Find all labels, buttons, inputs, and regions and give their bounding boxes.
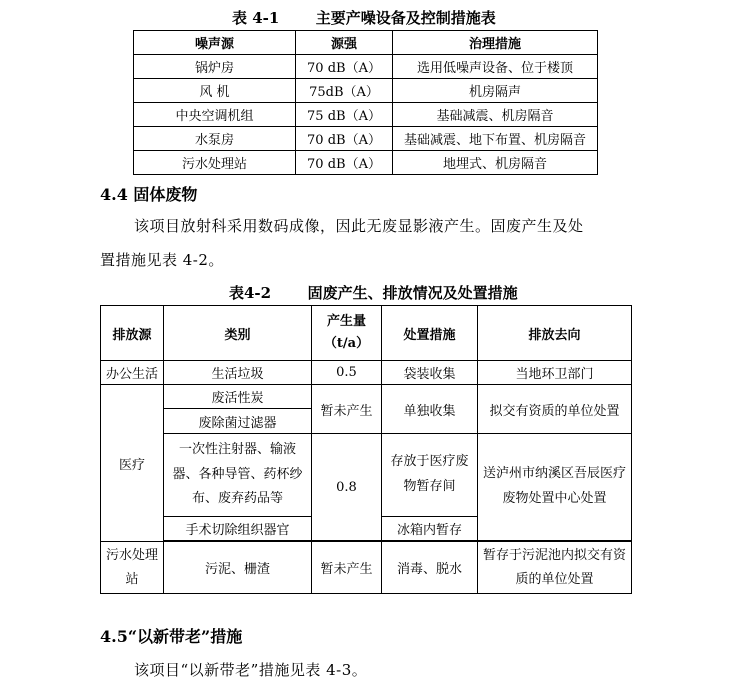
noise-source-cell: 中央空调机组 [134,103,296,127]
measure-cell: 选用低噪声设备、位于楼顶 [393,55,598,79]
header-control-measures: 治理措施 [393,31,598,55]
table-row [134,151,598,175]
header-amount-unit: （t/a） [323,336,370,351]
table2-caption-number: 表4-2 [229,284,272,302]
table-row [101,361,632,385]
table-row [134,103,598,127]
category-cell: 废除菌过滤器 [164,409,312,434]
table1-caption [232,7,496,28]
table-row [101,542,632,594]
disposal-cell: 冰箱内暂存 [382,517,478,541]
measure-cell: 基础减震、地下布置、机房隔音 [393,127,598,151]
disposal-cell: 单独收集 [382,385,478,434]
amount-cell: 暂未产生 [312,542,382,594]
header-destination: 排放去向 [478,306,632,361]
header-noise-source: 噪声源 [134,31,296,55]
solid-waste-table [100,305,632,594]
table1-caption-title: 主要产噪设备及控制措施表 [315,9,496,27]
disposal-cell: 存放于医疗废物暂存间 [382,434,478,517]
table2-caption [229,282,518,303]
table2-caption-title: 固废产生、排放情况及处置措施 [307,284,518,302]
section-4-4-paragraph-line2: 置措施见表 4-2。 [100,251,224,269]
header-source-intensity: 源强 [296,31,393,55]
amount-cell: 0.8 [312,434,382,541]
table-header-row [101,306,632,361]
destination-cell: 送泸州市纳溪区吾辰医疗废物处置中心处置 [478,434,632,541]
intensity-cell: 70 dB（A） [296,55,393,79]
section-4-5-heading: 4.5“以新带老”措施 [100,627,243,646]
noise-source-cell: 水泵房 [134,127,296,151]
table-row [101,434,632,517]
measure-cell: 机房隔声 [393,79,598,103]
disposal-cell: 消毒、脱水 [382,542,478,594]
category-cell: 手术切除组织器官 [164,517,312,541]
header-amount [312,306,382,361]
section-4-4-heading: 4.4 固体废物 [100,185,198,204]
source-cell: 医疗 [101,385,164,542]
header-emission-source: 排放源 [101,306,164,361]
intensity-cell: 70 dB（A） [296,151,393,175]
category-cell: 废活性炭 [164,385,312,409]
table1-caption-number: 表 4-1 [232,9,280,27]
header-amount-label: 产生量 [326,313,366,329]
destination-cell: 暂存于污泥池内拟交有资质的单位处置 [478,542,632,594]
section-4-5-paragraph: 该项目“以新带老”措施见表 4-3。 [134,661,368,679]
table-row [101,385,632,409]
table-header-row [134,31,598,55]
amount-cell: 暂未产生 [312,385,382,434]
table-row [134,79,598,103]
intensity-cell: 75dB（A） [296,79,393,103]
source-cell: 污水处理站 [101,542,164,594]
section-4-4-paragraph-line1: 该项目放射科采用数码成像，因此无废显影液产生。固废产生及处 [134,217,584,235]
source-cell: 办公生活 [101,361,164,385]
category-cell: 生活垃圾 [164,361,312,385]
intensity-cell: 70 dB（A） [296,127,393,151]
category-cell: 污泥、栅渣 [164,542,312,594]
destination-cell: 当地环卫部门 [478,361,632,385]
category-cell: 一次性注射器、输液器、各种导管、药杯纱布、废弃药品等 [164,434,312,517]
measure-cell: 基础减震、机房隔音 [393,103,598,127]
header-disposal: 处置措施 [382,306,478,361]
amount-cell: 0.5 [312,361,382,385]
noise-source-cell: 风 机 [134,79,296,103]
table-row [134,55,598,79]
measure-cell: 地埋式、机房隔音 [393,151,598,175]
header-category: 类别 [164,306,312,361]
destination-cell: 拟交有资质的单位处置 [478,385,632,434]
intensity-cell: 75 dB（A） [296,103,393,127]
noise-source-cell: 污水处理站 [134,151,296,175]
noise-sources-table [133,30,598,175]
noise-source-cell: 锅炉房 [134,55,296,79]
disposal-cell: 袋装收集 [382,361,478,385]
table-row [134,127,598,151]
